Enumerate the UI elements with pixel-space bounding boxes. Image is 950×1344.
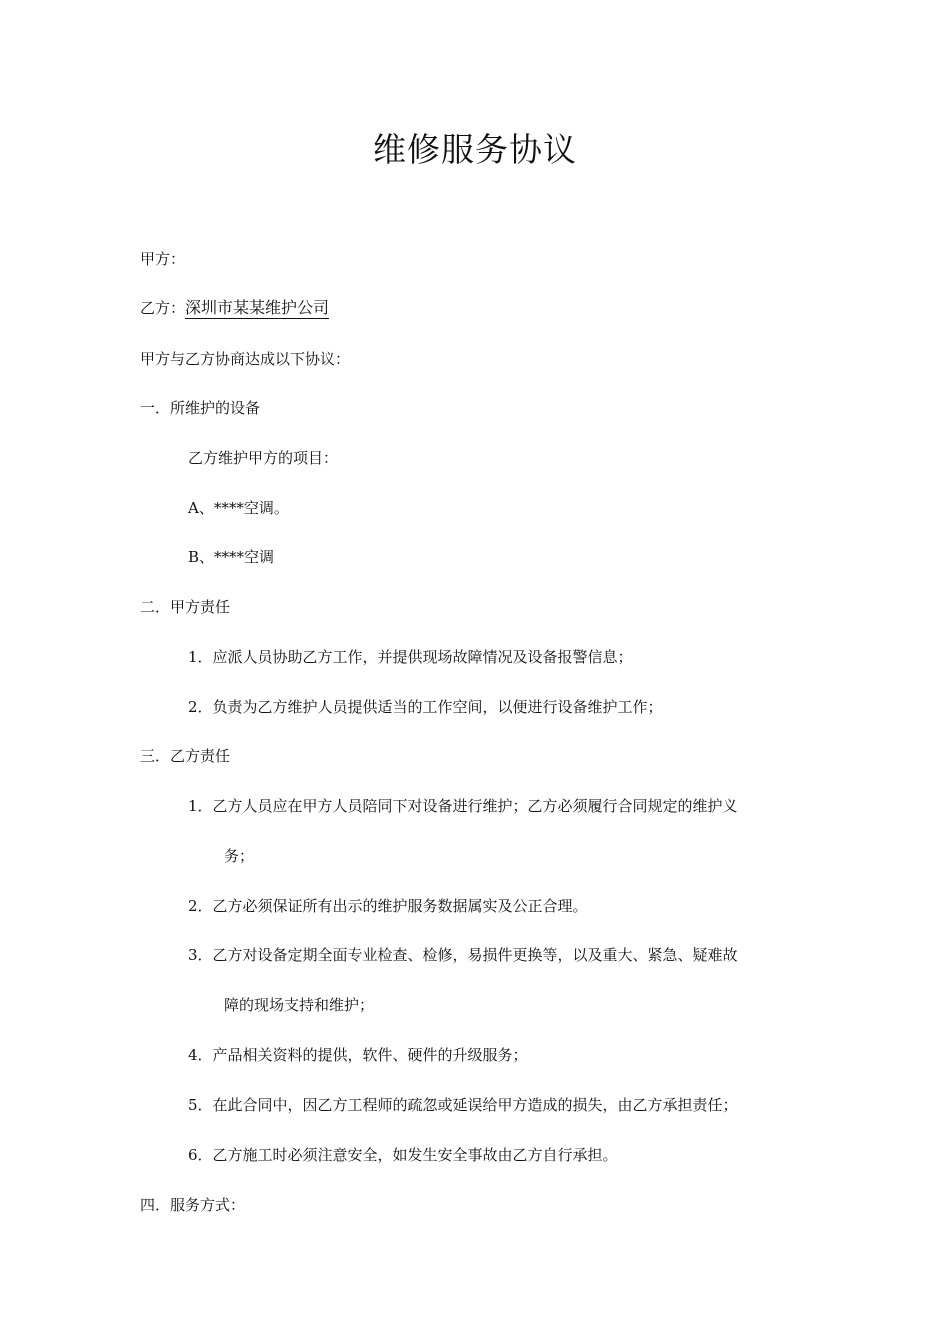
party-a-line (140, 249, 185, 269)
party-b-name: 深圳市某某维护公司 (185, 298, 330, 317)
section-1-desc: 乙方维护甲方的项目： (188, 449, 339, 467)
section-2-heading: 二．甲方责任 (140, 598, 231, 616)
section-3-item: 2．乙方必须保证所有出示的维护服务数据属实及公正合理。 (188, 897, 588, 915)
section-3-item-continuation: 务； (224, 847, 255, 865)
section-1-heading: 一．所维护的设备 (140, 399, 261, 417)
party-b-label: 乙方： (140, 299, 186, 317)
section-1-item: B、****空调 (188, 548, 275, 566)
section-2-item: 2．负责为乙方维护人员提供适当的工作空间，以便进行设备维护工作； (188, 698, 663, 716)
party-a-label: 甲方： (140, 250, 186, 268)
section-3-item-continuation: 障的现场支持和维护； (224, 996, 375, 1014)
party-b-line (140, 298, 329, 318)
intro-text: 甲方与乙方协商达成以下协议： (140, 350, 351, 368)
section-4-heading: 四．服务方式： (140, 1196, 246, 1214)
document-title: 维修服务协议 (373, 130, 577, 169)
section-3-item: 1．乙方人员应在甲方人员陪同下对设备进行维护；乙方必须履行合同规定的维护义 (188, 797, 738, 815)
section-3-item: 6．乙方施工时必须注意安全，如发生安全事故由乙方自行承担。 (188, 1146, 618, 1164)
section-2-item: 1．应派人员协助乙方工作，并提供现场故障情况及设备报警信息； (188, 648, 633, 666)
section-3-item: 4．产品相关资料的提供，软件、硬件的升级服务； (188, 1046, 528, 1064)
section-1-item: A、****空调。 (188, 499, 289, 517)
section-3-item: 3．乙方对设备定期全面专业检查、检修，易损件更换等，以及重大、紧急、疑难故 (188, 946, 738, 964)
section-3-item: 5．在此合同中，因乙方工程师的疏忽或延误给甲方造成的损失，由乙方承担责任； (188, 1096, 738, 1114)
section-3-heading: 三．乙方责任 (140, 747, 231, 765)
